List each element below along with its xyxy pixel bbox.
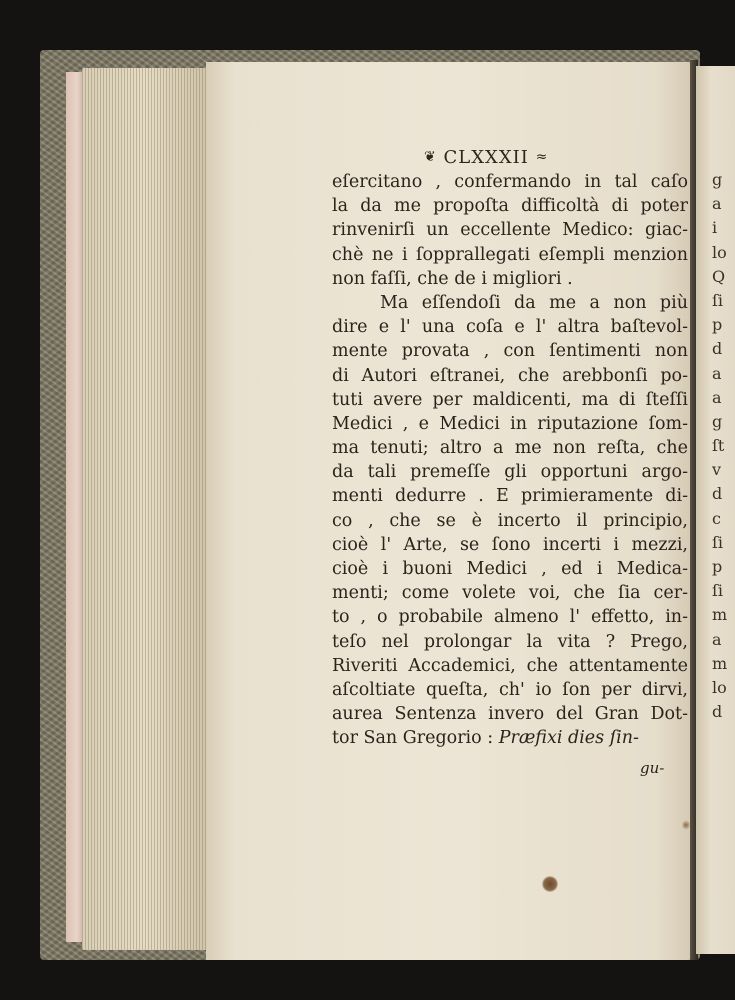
text-line (332, 170, 688, 194)
text-line (332, 291, 688, 315)
text-line-content: rinvenirſi un eccellente Medico: giac- (332, 220, 688, 241)
text-line-content: dire e l' una coſa e l' altra baſtevol- (332, 317, 688, 338)
facing-page-fragment: a (712, 629, 722, 649)
text-line (332, 484, 688, 508)
facing-page-fragment: v (712, 460, 722, 480)
facing-page-fragment: d (712, 702, 723, 722)
facing-page-fragment: a (712, 387, 722, 407)
text-line-content: ma tenuti; altro a me non reſta, che (332, 438, 688, 459)
text-line-content: aurea Sentenza invero del Gran Dot- (332, 704, 688, 725)
text-line-content: mente provata , con ſentimenti non (332, 341, 688, 362)
text-line-content: non faſſi, che de i migliori . (332, 268, 573, 289)
text-line-content: menti dedurre . E primieramente di- (332, 486, 688, 507)
text-line (332, 364, 688, 388)
text-line-content: di Autori eſtranei, che arebbonſi po- (332, 365, 688, 386)
text-line (332, 630, 688, 654)
facing-page-fragment: a (712, 363, 722, 383)
text-line (332, 339, 688, 363)
text-line-content: co , che se è incerto il principio, (332, 510, 688, 531)
text-line (332, 243, 688, 267)
text-line (332, 533, 688, 557)
text-line (332, 581, 688, 605)
text-line-content: Medici , e Medici in riputazione ſom- (332, 413, 688, 434)
text-line (332, 460, 688, 484)
text-line (332, 726, 688, 750)
text-line-content: Ma eſſendoſi da me a non più (380, 292, 688, 313)
text-line-content: tuti avere per maldicenti, ma di ſteſſi (332, 389, 688, 410)
text-line (332, 436, 688, 460)
facing-page-fragment: c (712, 508, 721, 528)
page-header (424, 147, 548, 168)
facing-page-fragment: ſi (712, 581, 724, 601)
text-line (332, 315, 688, 339)
text-line (332, 654, 688, 678)
facing-page-fragment: m (712, 653, 728, 673)
text-line-content: aſcoltiate queſta, ch' io ſon per dirvi, (332, 679, 688, 700)
text-line-content: menti; come volete voi, che ſia cer- (332, 583, 688, 604)
facing-page-text (712, 168, 735, 724)
page-block-edge (82, 68, 208, 950)
italic-quote: Præfixi dies ſin- (493, 728, 639, 749)
ornament-left-icon: ❦ (424, 149, 437, 165)
facing-page-fragment: g (712, 411, 723, 431)
facing-page-fragment: p (712, 557, 723, 576)
text-line (332, 509, 688, 533)
facing-page-fragment: d (712, 339, 723, 359)
facing-page-fragment: i (712, 218, 718, 238)
text-line-content: chè ne i ſopprallegati eſempli menzion (332, 244, 688, 265)
text-line-content: tor San Gregorio : (332, 728, 494, 749)
text-line (332, 605, 688, 629)
facing-page-fragment: ſi (712, 532, 724, 552)
text-line-content: da tali premeſſe gli opportuni argo- (332, 462, 688, 483)
text-line-content: cioè l' Arte, se ſono incerti i mezzi, (332, 534, 688, 555)
ornament-right-icon: ≈ (535, 149, 549, 165)
facing-page-fragment: m (712, 605, 728, 625)
text-line (332, 702, 688, 726)
text-line-content: teſo nel prolongar la vita ? Prego, (332, 631, 688, 652)
text-line-content: to , o probabile almeno l' effetto, in- (332, 607, 688, 628)
text-line (332, 267, 688, 291)
text-line-content: cioè i buoni Medici , ed i Medica- (332, 559, 688, 579)
facing-page-fragment: ſi (712, 290, 724, 310)
page-numeral: CLXXXII (443, 147, 529, 168)
text-line-content: eſercitano , confermando in tal caſo (332, 172, 688, 192)
body-text (332, 170, 688, 751)
foxing-spot-small (682, 820, 690, 830)
catchword: gu- (640, 759, 665, 777)
text-line (332, 412, 688, 436)
foxing-spot (542, 876, 558, 892)
text-line (332, 678, 688, 702)
text-line-content: la da me propoſta difficoltà di poter (332, 196, 688, 217)
facing-page-fragment: a (712, 194, 722, 214)
text-line (332, 194, 688, 218)
text-line (332, 557, 688, 581)
text-line (332, 218, 688, 242)
facing-page-fragment: ſt (712, 436, 725, 456)
facing-page-fragment: Q (712, 266, 726, 286)
facing-page-fragment: d (712, 484, 723, 504)
facing-page-fragment: lo (712, 242, 727, 262)
text-line-content: Riveriti Accademici, che attentamente (332, 655, 688, 676)
facing-page-fragment: p (712, 315, 723, 335)
text-line (332, 388, 688, 412)
facing-page-fragment: lo (712, 677, 727, 697)
facing-page-fragment: g (712, 170, 723, 189)
